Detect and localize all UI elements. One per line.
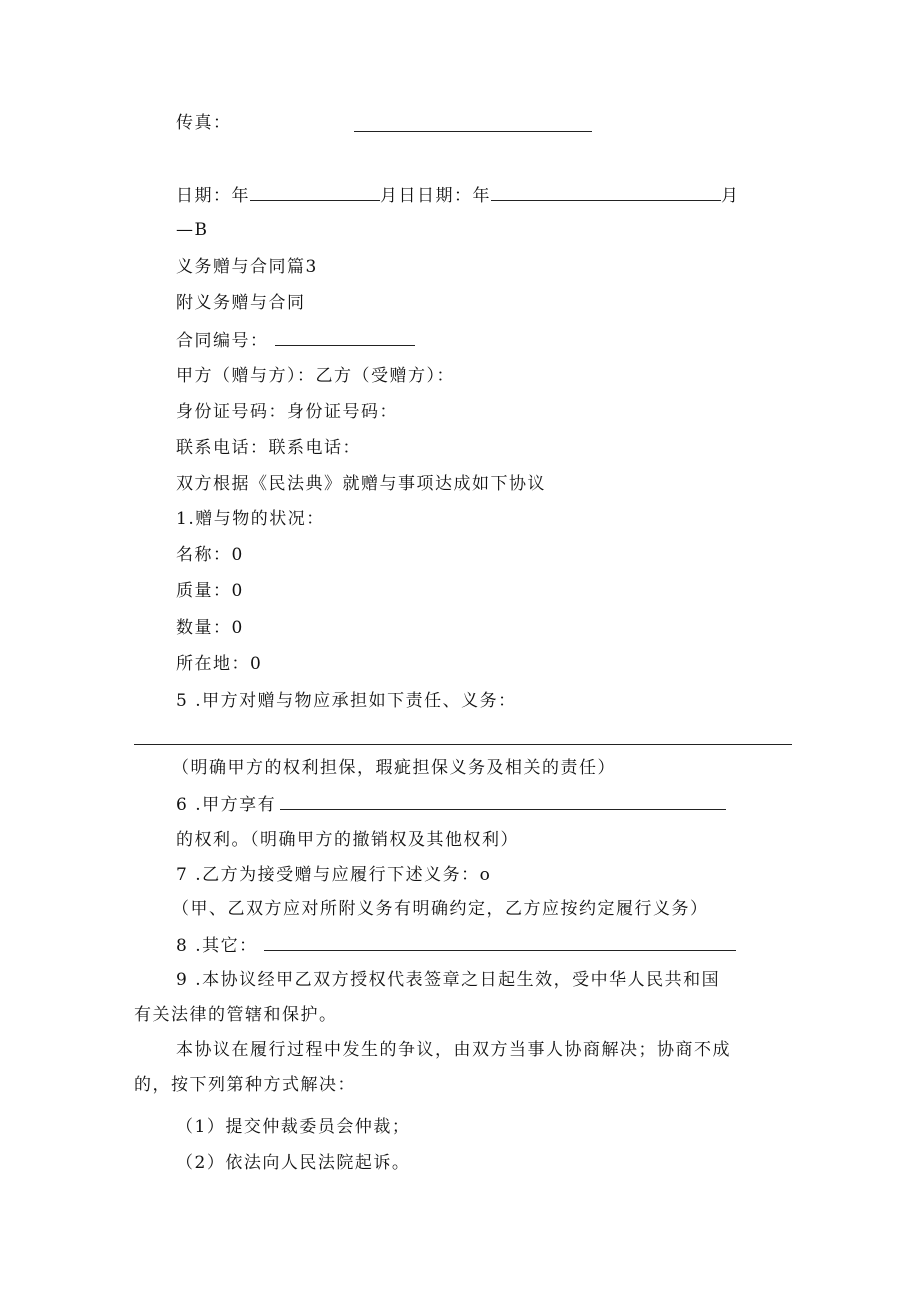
- contract-no-line: [176, 329, 415, 352]
- contract-no-label: 合同编号：: [176, 331, 269, 351]
- item-8-line: [176, 934, 736, 957]
- item-9-line-1: 9 .本协议经甲乙双方授权代表签章之日起生效，受中华人民共和国: [176, 970, 721, 990]
- quantity-line: 数量：0: [176, 618, 244, 638]
- phones-line: 联系电话：联系电话：: [176, 438, 361, 458]
- item-9-line-2: 有关法律的管辖和保护。: [134, 1005, 338, 1025]
- date-label-1: 日期：年: [176, 186, 250, 206]
- quality-line: 质量：0: [176, 581, 244, 601]
- fax-label: 传真：: [176, 113, 232, 133]
- item-8: 8 .其它：: [176, 936, 258, 956]
- fax-blank: [354, 131, 592, 132]
- item-6-line: [176, 793, 726, 816]
- item-1: 1.赠与物的状况：: [176, 509, 325, 529]
- item-8-blank: [264, 934, 736, 951]
- contract-title: 附义务赠与合同: [176, 293, 306, 313]
- contract-no-blank: [275, 329, 415, 346]
- date-blank-1: [250, 184, 380, 201]
- section-heading: 义务赠与合同篇3: [176, 257, 318, 277]
- item-6-cont: 的权利。（明确甲方的撤销权及其他权利）: [176, 830, 519, 850]
- date-continuation: —B: [176, 220, 209, 240]
- preamble: 双方根据《民法典》就赠与事项达成如下协议: [176, 474, 546, 494]
- fax-line: [176, 112, 232, 134]
- option-1: （1）提交仲裁委员会仲裁；: [176, 1117, 411, 1137]
- dispute-line-1: 本协议在履行过程中发生的争议，由双方当事人协商解决；协商不成: [176, 1040, 731, 1060]
- item-5-note: （明确甲方的权利担保，瑕疵担保义务及相关的责任）: [172, 758, 616, 778]
- item-7: 7 .乙方为接受赠与应履行下述义务：o: [176, 865, 492, 885]
- date-end: 月: [721, 186, 740, 206]
- date-mid: 月日日期：年: [380, 186, 491, 206]
- name-line: 名称：0: [176, 545, 244, 565]
- item-7-note: （甲、乙双方应对所附义务有明确约定，乙方应按约定履行义务）: [172, 899, 709, 919]
- option-2: （2）依法向人民法院起诉。: [176, 1153, 411, 1173]
- date-blank-2: [491, 184, 721, 201]
- dispute-line-2: 的，按下列第种方式解决：: [134, 1075, 356, 1095]
- parties-line: 甲方（赠与方）：乙方（受赠方）：: [176, 366, 455, 386]
- item-6: 6 .甲方享有: [176, 795, 277, 815]
- item-6-blank: [280, 793, 726, 810]
- item-5: 5 .甲方对赠与物应承担如下责任、义务：: [176, 691, 517, 711]
- item-5-blank: [134, 744, 792, 745]
- date-line: [176, 184, 740, 207]
- id-numbers-line: 身份证号码：身份证号码：: [176, 402, 398, 422]
- location-line: 所在地：0: [176, 654, 263, 674]
